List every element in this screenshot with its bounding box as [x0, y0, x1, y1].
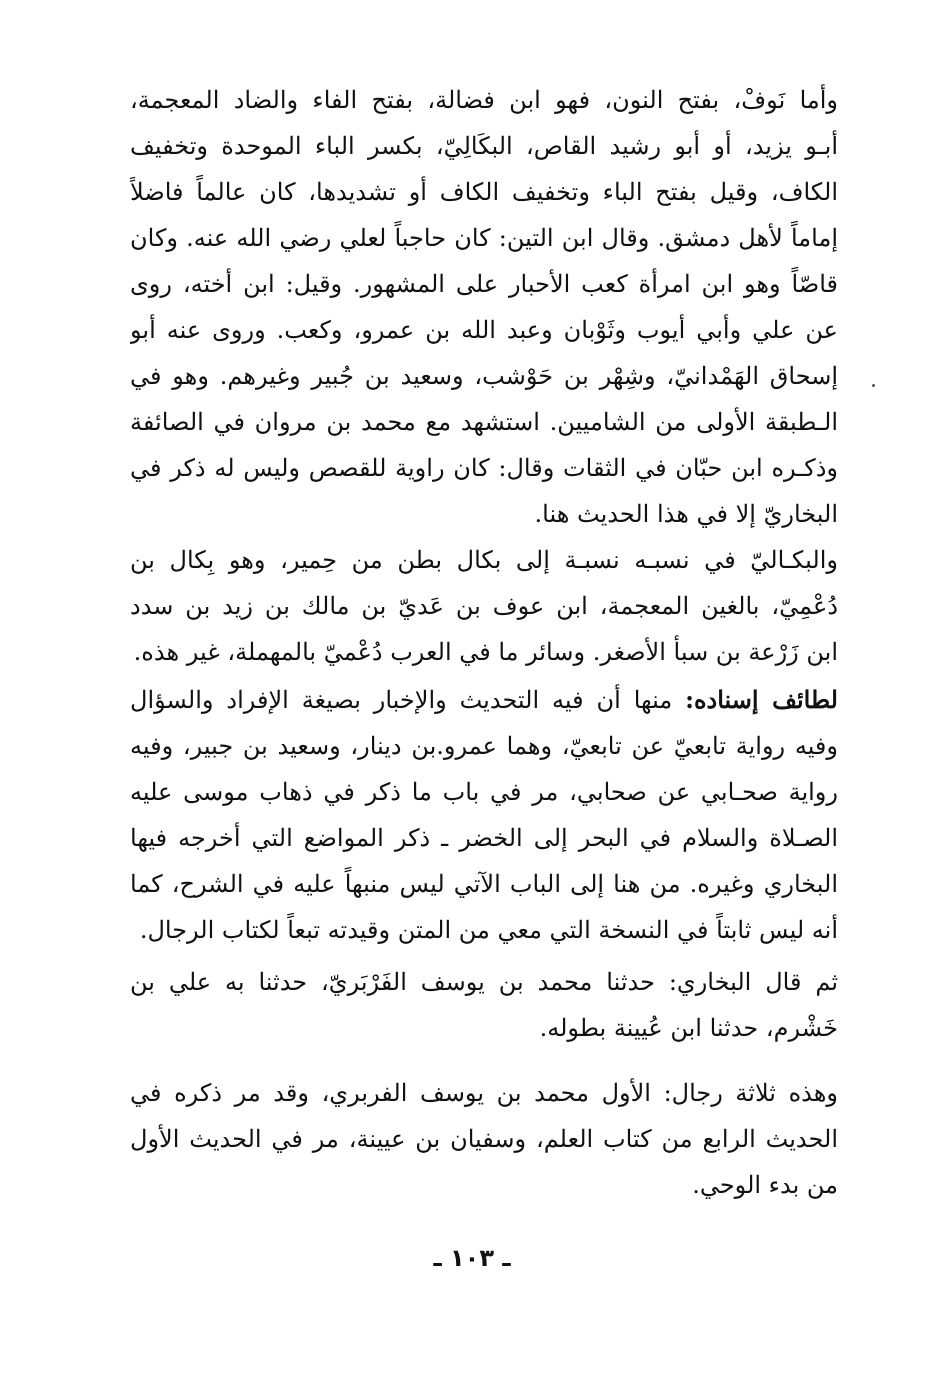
text-line: دُعْمِيّ، بالغين المعجمة، ابن عوف بن عَديّ بن مالك بن زيد بن سدد — [130, 592, 838, 620]
paragraph-bikali-lineage — [130, 537, 838, 675]
text-line: وفيه رواية تابعيّ عن تابعيّ، وهما عمرو.بن دينار، وسعيد بن جبير، وفيه — [130, 732, 838, 760]
text-line: أبـو يزيد، أو أبو رشيد القاص، البكَالِيّ، بكسر الباء الموحدة وتخفيف — [130, 132, 838, 160]
paragraph-bukhari-narration — [130, 959, 838, 1051]
text-line: البخاريّ إلا في هذا الحديث هنا. — [534, 500, 838, 528]
text-line-content: منها أن فيه التحديث والإخبار بصيغة الإفراد والسؤال — [130, 686, 686, 714]
text-line — [130, 677, 838, 723]
text-line: وذكـره ابن حبّان في الثقات وقال: كان راوية للقصص وليس له ذكر في — [130, 454, 838, 482]
section-lead-heading: لطائف إسناده: — [685, 685, 838, 714]
text-line: عن علي وأبي أيوب وثَوْبان وعبد الله بن عمرو، وكعب. وروى عنه أبو — [130, 316, 838, 344]
print-speck-mark — [872, 384, 875, 387]
paragraph-nawf-biography — [130, 77, 838, 537]
text-line: وهذه ثلاثة رجال: الأول محمد بن يوسف الفربري، وقد مر ذكره في — [130, 1079, 838, 1107]
paragraph-three-narrators — [130, 1070, 838, 1208]
text-line: قاصّاً وهو ابن امرأة كعب الأحبار على المشهور. وقيل: ابن أخته، روى — [130, 270, 838, 298]
text-line: البخاري وغيره. من هنا إلى الباب الآتي ليس منبهاً عليه في الشرح، كما — [130, 870, 838, 898]
text-line: والبكـاليّ في نسبـه نسبـة إلى بكال بطن من حِمير، وهو بِكال بن — [130, 546, 838, 574]
text-line: خَشْرم، حدثنا ابن عُيينة بطوله. — [539, 1014, 838, 1042]
text-line: الـطبقة الأولى من الشاميين. استشهد مع محمد بن مروان في الصائفة — [130, 408, 838, 436]
text-line: إسحاق الهَمْدانيّ، وشِهْر بن حَوْشب، وسعيد بن جُبير وغيرهم. وهو في — [130, 362, 838, 390]
text-line: من بدء الوحي. — [692, 1171, 838, 1199]
text-line: وأما نَوفْ، بفتح النون، فهو ابن فضالة، بفتح الفاء والضاد المعجمة، — [130, 86, 838, 114]
page-number: ـ ١٠٣ ـ — [433, 1244, 511, 1272]
text-line: إماماً لأهل دمشق. وقال ابن التين: كان حاجباً لعلي رضي الله عنه. وكان — [130, 224, 838, 252]
text-line: الحديث الرابع من كتاب العلم، وسفيان بن عيينة، مر في الحديث الأول — [130, 1125, 838, 1153]
text-line: الصـلاة والسلام في البحر إلى الخضر ـ ذكر المواضع التي أخرجه فيها — [130, 824, 838, 852]
paragraph-chain-subtleties — [130, 677, 838, 953]
text-line: رواية صحـابي عن صحابي، مر في باب ما ذكر في ذهاب موسى عليه — [130, 778, 838, 806]
text-line: أنه ليس ثابتاً في النسخة التي معي من المتن وقيدته تبعاً لكتاب الرجال. — [139, 916, 838, 944]
text-line: ابن زَرْعة بن سبأ الأصغر. وسائر ما في العرب دُعْميّ بالمهملة، غير هذه. — [133, 638, 838, 666]
text-line: الكاف، وقيل بفتح الباء وتخفيف الكاف أو تشديدها، كان عالماً فاضلاً — [130, 178, 838, 206]
text-line: ثم قال البخاري: حدثنا محمد بن يوسف الفَرْبَريّ، حدثنا به علي بن — [130, 968, 838, 996]
